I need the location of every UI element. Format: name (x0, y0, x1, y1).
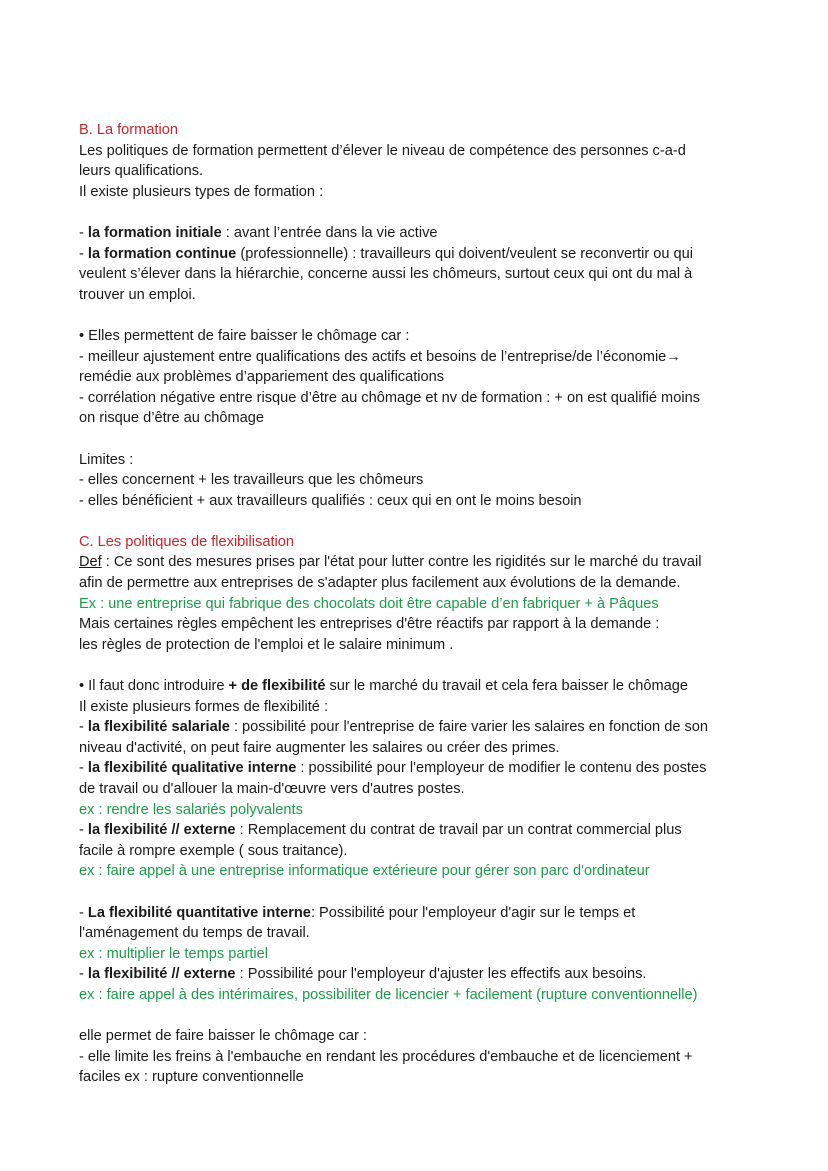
paragraph-line: on risque d’être au chômage (79, 410, 264, 427)
term-text: (professionnelle) : travailleurs qui doivent/veulent se reconvertir ou qui (236, 245, 693, 262)
paragraph-line: afin de permettre aux entreprises de s'adapter plus facilement aux évolutions de la demande. (79, 575, 681, 592)
example-line: ex : faire appel à une entreprise informatique extérieure pour gérer son parc d'ordinateur (79, 863, 650, 880)
paragraph-line: de travail ou d'allouer la main-d'œuvre vers d'autres postes. (79, 781, 465, 797)
blank-line (79, 882, 749, 903)
bullet-prefix: - (79, 904, 88, 921)
paragraph-line: Il existe plusieurs types de formation : (79, 183, 324, 200)
term-text: : possibilité pour l'entreprise de faire varier les salaires en fonction de son (229, 719, 709, 736)
example-line: ex : multiplier le temps partiel (79, 945, 268, 962)
list-item-flexibilite-salariale (79, 717, 749, 738)
paragraph-line: veulent s’élever dans la hiérarchie, concerne aussi les chômeurs, surtout ceux qui ont du mal à (79, 266, 693, 283)
term-bold: la flexibilité qualitative interne (87, 760, 297, 777)
term-bold: la formation initiale (87, 224, 222, 241)
section-b-heading: B. La formation (79, 122, 178, 138)
text-span: • Il faut donc introduire (79, 678, 229, 695)
example-line: ex : faire appel à des intérimaires, possibiliter de licencier + facilement (rupture conventionnelle) (79, 986, 698, 1003)
paragraph-line: • Elles permettent de faire baisser le chômage car : (79, 327, 410, 344)
bullet-prefix: - (79, 245, 88, 262)
term-bold: la flexibilité // externe (87, 966, 236, 983)
paragraph-line: Les politiques de formation permettent d’élever le niveau de compétence des personnes c-a-d (79, 142, 686, 159)
paragraph-line: leurs qualifications. (79, 163, 204, 180)
paragraph-line: remédie aux problèmes d’appariement des qualifications (79, 369, 445, 386)
list-item-formation-continue (79, 244, 749, 265)
term-bold: la formation continue (87, 245, 237, 262)
blank-line (79, 202, 749, 223)
term-bold: la flexibilité salariale (87, 719, 230, 736)
paragraph-line: - elles concernent + les travailleurs que les chômeurs (79, 472, 424, 489)
paragraph-line: - corrélation négative entre risque d’être au chômage et nv de formation : + on est qualifié moins (79, 389, 700, 406)
term-bold: + de flexibilité (228, 678, 326, 695)
paragraph-line: faciles ex : rupture conventionnelle (79, 1069, 304, 1086)
blank-line (79, 429, 749, 450)
blank-line (79, 655, 749, 676)
section-c-heading: C. Les politiques de flexibilisation (79, 533, 294, 550)
paragraph-line: les règles de protection de l'emploi et le salaire minimum . (79, 636, 454, 653)
bullet-prefix: - (79, 822, 88, 839)
term-bold: la flexibilité // externe (87, 822, 236, 839)
blank-line (79, 1006, 749, 1027)
paragraph-line: elle permet de faire baisser le chômage car : (79, 1028, 367, 1045)
term-text: : Possibilité pour l'employeur d'agir sur le temps et (310, 904, 636, 921)
text-span: sur le marché du travail et cela fera baisser le chômage (325, 678, 689, 695)
definition-line (79, 552, 749, 573)
list-item-flexibilite-quantitative (79, 903, 749, 924)
paragraph-line: niveau d'activité, on peut faire augmenter les salaires ou créer des primes. (79, 739, 560, 756)
flexibility-intro-line (79, 676, 749, 697)
term-text: : Possibilité pour l'employeur d'ajuster les effectifs aux besoins. (235, 966, 647, 983)
bullet-prefix: - (79, 719, 88, 736)
list-item-formation-initiale (79, 223, 749, 244)
paragraph-line: - elle limite les freins à l'embauche en rendant les procédures d'embauche et de licenciement + (79, 1048, 693, 1065)
term-text: : avant l’entrée dans la vie active (221, 224, 438, 241)
paragraph-line: - elles bénéficient + aux travailleurs qualifiés : ceux qui en ont le moins besoin (79, 492, 582, 509)
document-body (79, 120, 749, 1088)
paragraph-line: l'aménagement du temps de travail. (79, 925, 310, 942)
blank-line (79, 511, 749, 532)
list-item-flexibilite-externe (79, 820, 749, 841)
paragraph-line: facile à rompre exemple ( sous traitance). (79, 842, 348, 859)
bullet-prefix: - (79, 224, 88, 241)
definition-text: : Ce sont des mesures prises par l'état pour lutter contre les rigidités sur le marché du travail (101, 554, 702, 571)
list-item-flexibilite-externe-2 (79, 964, 749, 985)
paragraph-line: - meilleur ajustement entre qualifications des actifs et besoins de l’entreprise/de l’économie→ (79, 348, 681, 365)
definition-label: Def (79, 554, 102, 571)
paragraph-line: Mais certaines règles empêchent les entreprises d'être réactifs par rapport à la demande : (79, 616, 660, 633)
paragraph-line: Il existe plusieurs formes de flexibilité : (79, 698, 329, 715)
term-text: : possibilité pour l'employeur de modifier le contenu des postes (296, 760, 707, 777)
paragraph-line: trouver un emploi. (79, 286, 196, 303)
list-item-flexibilite-qualitative (79, 758, 749, 779)
bullet-prefix: - (79, 966, 88, 983)
paragraph-line: Limites : (79, 451, 134, 468)
term-text: : Remplacement du contrat de travail par un contrat commercial plus (235, 822, 682, 839)
example-line: Ex : une entreprise qui fabrique des chocolats doit être capable d’en fabriquer + à Pâques (79, 595, 659, 612)
example-line: ex : rendre les salariés polyvalents (79, 801, 303, 818)
term-bold: La flexibilité quantitative interne (87, 904, 311, 921)
blank-line (79, 305, 749, 326)
bullet-prefix: - (79, 760, 88, 777)
